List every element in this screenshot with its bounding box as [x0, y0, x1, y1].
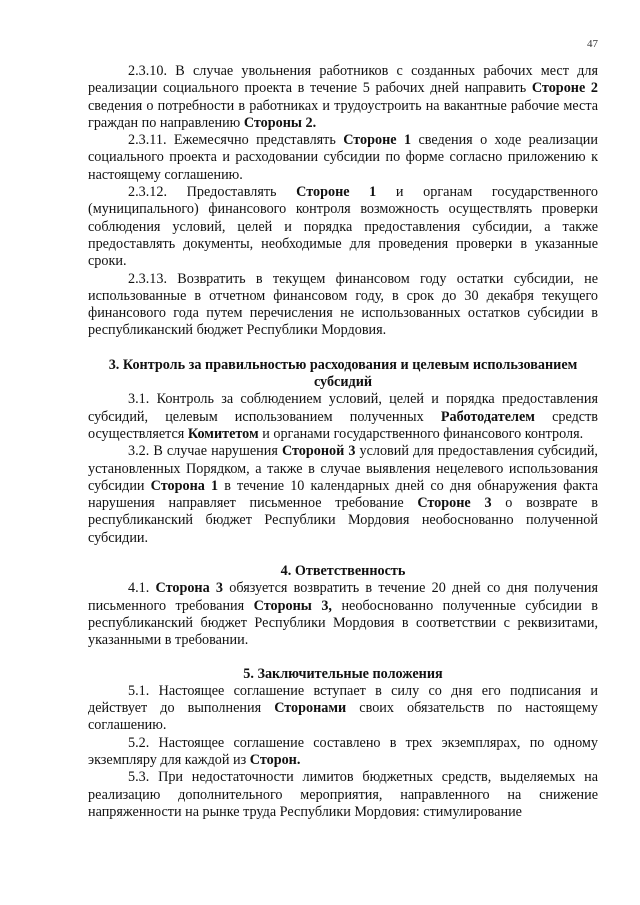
clause-2-3-13: 2.3.13. Возвратить в текущем финансовом году остатки субсидии, не использованные в отчетном финансовом году, в срок до 30 декабря текущего финансового года путем перечисления не использованных остатков субсидии в республиканский бюджет Республики Мордовия. [88, 270, 598, 339]
clause-5-3: 5.3. При недостаточности лимитов бюджетных средств, выделяемых на реализацию дополнительного мероприятия, направленного на снижение напряженности на рынке труда Республики Мордовия: стимулирование [88, 769, 598, 820]
clause-2-3-11: 2.3.11. Ежемесячно представлять Стороне 1 сведения о ходе реализации социального проекта и расходовании субсидии по форме согласно приложению к настоящему соглашению. [88, 132, 598, 183]
document-body [88, 63, 598, 821]
clause-5-2: 5.2. Настоящее соглашение составлено в трех экземплярах, по одному экземпляру для каждой из Сторон. [88, 734, 598, 768]
clause-2-3-12: 2.3.12. Предоставлять Стороне 1 и органам государственного (муниципального) финансового контроля возможность осуществлять проверки соблюдения условий, целей и порядка предоставления субсидии, а также предоставлять документы, необходимые для проведения проверки в указанные сроки. [88, 184, 599, 270]
clause-3-1: 3.1. Контроль за соблюдением условий, целей и порядка предоставления субсидий, целевым использованием полученных Работодателем средств осуществляется Комитетом и органами государственного финансового контроля. [88, 391, 598, 442]
clause-2-3-10: 2.3.10. В случае увольнения работников с созданных рабочих мест для реализации социального проекта в течение 5 рабочих дней направить Стороне 2 сведения о потребности в работниках и трудоустроить на вакантные рабочие места граждан по направлению Стороны 2. [88, 63, 598, 131]
clause-3-2: 3.2. В случае нарушения Стороной 3 условий для предоставления субсидий, установленных Порядком, а также в случае выявления нецелевого использования субсидии Сторона 1 в течение 10 календарных дней со дня обнаружения факта нарушения направляет письменное требование Стороне 3 о возврате в республиканский бюджет Республики Мордовия необоснованно полученной субсидии. [88, 443, 599, 546]
page-number: 47 [587, 38, 598, 50]
section-4-title: 4. Ответственность [280, 563, 406, 580]
clause-4-1: 4.1. Сторона 3 обязуется возвратить в течение 20 дней со дня получения письменного требования Стороны 3, необоснованно полученные субсидии в республиканский бюджет Республики Мордовия в соответствии с реквизитами, указанными в требовании. [88, 580, 598, 649]
clause-5-1: 5.1. Настоящее соглашение вступает в силу со дня его подписания и действует до выполнения Сторонами своих обязательств по настоящему соглашению. [88, 682, 598, 734]
section-5-title: 5. Заключительные положения [243, 665, 443, 682]
section-3-title: 3. Контроль за правильностью расходования и целевым использованием субсидий [108, 356, 578, 391]
